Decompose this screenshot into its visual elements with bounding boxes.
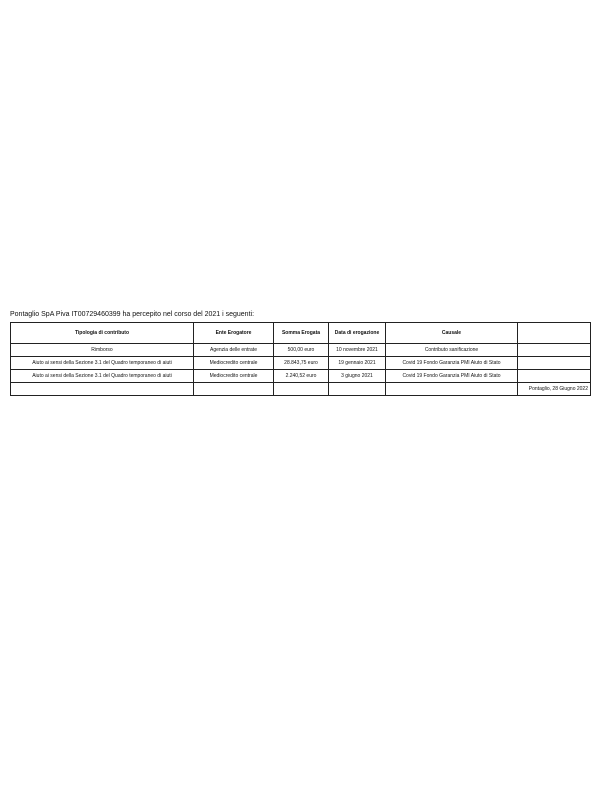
cell-extra bbox=[518, 370, 591, 383]
cell-ente: Mediocredito centrale bbox=[194, 370, 274, 383]
cell-somma: 28.843,75 euro bbox=[274, 357, 329, 370]
table-header-row bbox=[11, 323, 591, 344]
cell-extra bbox=[518, 357, 591, 370]
cell-ente: Mediocredito centrale bbox=[194, 357, 274, 370]
cell-data: 19 gennaio 2021 bbox=[329, 357, 386, 370]
table-row bbox=[11, 370, 591, 383]
table-row bbox=[11, 344, 591, 357]
cell-causale: Covid 19 Fondo Garanzia PMI Aiuto di Stato bbox=[386, 357, 518, 370]
header-data: Data di erogazione bbox=[329, 323, 386, 344]
table-footer-row bbox=[11, 383, 591, 396]
contributions-table bbox=[10, 322, 591, 396]
header-extra bbox=[518, 323, 591, 344]
cell-tipologia: Rimborso bbox=[11, 344, 194, 357]
cell-data: 10 novembre 2021 bbox=[329, 344, 386, 357]
cell-somma: 2.240,52 euro bbox=[274, 370, 329, 383]
cell-empty bbox=[194, 383, 274, 396]
cell-data: 3 giugno 2021 bbox=[329, 370, 386, 383]
place-date-signature: Pontaglio, 28 Giugno 2022 bbox=[518, 383, 591, 396]
header-somma: Somma Erogata bbox=[274, 323, 329, 344]
cell-tipologia: Aiuto ai sensi della Sezione 3.1 del Quadro temporaneo di aiuti bbox=[11, 357, 194, 370]
table-row bbox=[11, 357, 591, 370]
header-causale: Causale bbox=[386, 323, 518, 344]
cell-causale: Covid 19 Fondo Garanzia PMI Aiuto di Stato bbox=[386, 370, 518, 383]
cell-empty bbox=[11, 383, 194, 396]
header-tipologia: Tipologia di contributo bbox=[11, 323, 194, 344]
cell-empty bbox=[329, 383, 386, 396]
cell-empty bbox=[386, 383, 518, 396]
cell-tipologia: Aiuto ai sensi della Sezione 3.1 del Quadro temporaneo di aiuti bbox=[11, 370, 194, 383]
header-ente: Ente Erogatore bbox=[194, 323, 274, 344]
cell-causale: Contributo sanificazione bbox=[386, 344, 518, 357]
cell-empty bbox=[274, 383, 329, 396]
intro-text: Pontaglio SpA Piva IT00729460399 ha percepito nel corso del 2021 i seguenti: bbox=[10, 311, 255, 318]
cell-ente: Agenzia delle entrate bbox=[194, 344, 274, 357]
cell-somma: 500,00 euro bbox=[274, 344, 329, 357]
cell-extra bbox=[518, 344, 591, 357]
